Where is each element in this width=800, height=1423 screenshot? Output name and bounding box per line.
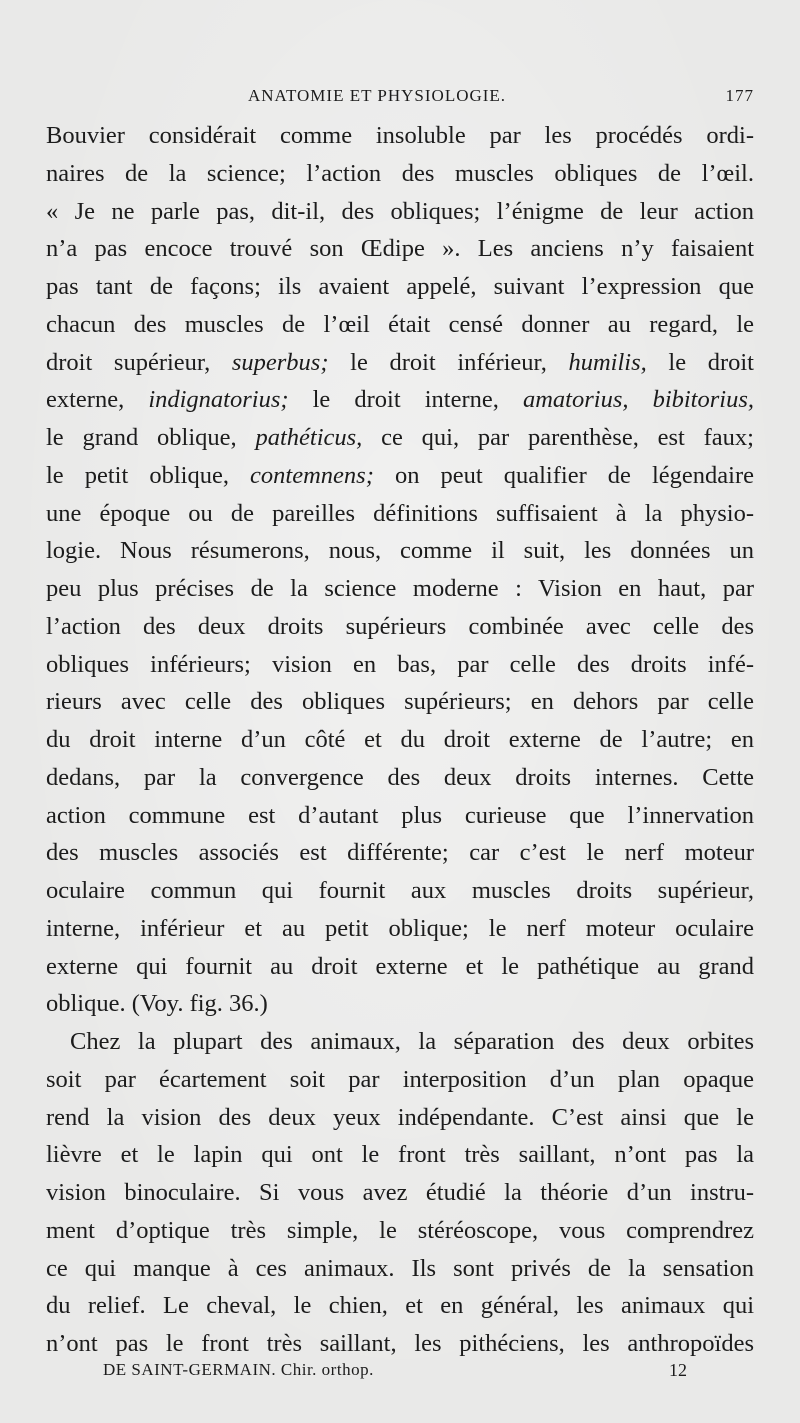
text-line bbox=[46, 1250, 754, 1288]
text-line bbox=[46, 1287, 754, 1325]
text-line bbox=[46, 721, 754, 759]
line-text: du droit interne d’un côté et du droit externe de l’autre; en bbox=[46, 726, 754, 753]
printer-signature: DE SAINT-GERMAIN. Chir. orthop. bbox=[103, 1360, 374, 1379]
text-line bbox=[46, 985, 754, 1023]
line-text: le petit oblique, bbox=[46, 461, 251, 489]
line-text: chacun des muscles de l’œil était censé donner au regard, le bbox=[46, 310, 754, 338]
line-text: des muscles associés est différente; car c’est le nerf moteur bbox=[46, 839, 754, 867]
line-text: une époque ou de pareilles définitions suffisaient à la physio- bbox=[46, 499, 754, 527]
line-text: interne, inférieur et au petit oblique; le nerf moteur oculaire bbox=[46, 914, 754, 942]
text-line bbox=[46, 759, 754, 797]
text-line bbox=[46, 419, 754, 457]
line-text: logie. Nous résumerons, nous, comme il suit, les données un bbox=[46, 537, 754, 565]
line-text: n’ont pas le front très saillant, les pithéciens, les anthropoïdes bbox=[46, 1330, 754, 1357]
text-line bbox=[46, 1136, 754, 1174]
text-line bbox=[46, 1099, 754, 1137]
text-line bbox=[46, 268, 754, 306]
line-text: obliques inférieurs; vision en bas, par celle des droits infé- bbox=[46, 650, 754, 678]
line-text: action commune est d’autant plus curieuse que l’innervation bbox=[46, 801, 754, 829]
line-text: vision binoculaire. Si vous avez étudié la théorie d’un instru- bbox=[46, 1179, 754, 1206]
text-line bbox=[46, 344, 754, 382]
text-line bbox=[46, 193, 754, 231]
text-line bbox=[46, 570, 754, 608]
text-line bbox=[46, 910, 754, 948]
text-line bbox=[46, 1061, 754, 1099]
line-text: l’action des deux droits supérieurs combinée avec celle des bbox=[46, 612, 754, 640]
line-text: « Je ne parle pas, dit-il, des obliques; l’énigme de leur action bbox=[46, 197, 754, 225]
line-text: lièvre et le lapin qui ont le front très saillant, n’ont pas la bbox=[46, 1141, 754, 1169]
italic-term: pathéticus, bbox=[255, 424, 363, 451]
text-line bbox=[46, 834, 754, 872]
text-line bbox=[46, 495, 754, 533]
text-line bbox=[46, 381, 754, 419]
line-text: ce qui, par parenthèse, est faux; bbox=[362, 424, 754, 451]
text-line bbox=[46, 1023, 754, 1061]
italic-term: amatorius, bibitorius, bbox=[522, 386, 754, 414]
body-text bbox=[46, 117, 754, 1363]
italic-term: superbus; bbox=[231, 348, 329, 376]
text-line bbox=[46, 457, 754, 495]
text-line bbox=[46, 1325, 754, 1363]
line-text: peu plus précises de la science moderne : Vision en haut, par bbox=[46, 575, 754, 602]
line-text: soit par écartement soit par interposition d’un plan opaque bbox=[46, 1065, 754, 1093]
line-text: le droit interne, bbox=[288, 386, 523, 414]
running-title: ANATOMIE ET PHYSIOLOGIE. bbox=[248, 86, 507, 105]
page-footer bbox=[103, 1360, 687, 1386]
line-text: le droit inférieur, bbox=[328, 348, 569, 376]
text-line bbox=[46, 948, 754, 986]
line-text: rieurs avec celle des obliques supérieurs; en dehors par celle bbox=[46, 688, 754, 716]
running-header bbox=[46, 86, 754, 112]
line-text: dedans, par la convergence des deux droits internes. Cette bbox=[46, 763, 754, 791]
text-line bbox=[46, 646, 754, 684]
text-line bbox=[46, 797, 754, 835]
text-line bbox=[46, 1212, 754, 1250]
line-text: externe qui fournit au droit externe et le pathétique au grand bbox=[46, 952, 754, 980]
line-text: oblique. (Voy. fig. 36.) bbox=[46, 990, 268, 1018]
line-text: ce qui manque à ces animaux. Ils sont privés de la sensation bbox=[46, 1254, 754, 1282]
text-line bbox=[46, 872, 754, 910]
line-text: du relief. Le cheval, le chien, et en général, les animaux qui bbox=[46, 1292, 754, 1320]
line-text: Chez la plupart des animaux, la séparation des deux orbites bbox=[70, 1028, 754, 1055]
text-line bbox=[46, 155, 754, 193]
italic-term: indignatorius; bbox=[148, 386, 289, 414]
line-text: rend la vision des deux yeux indépendante. C’est ainsi que le bbox=[46, 1103, 754, 1131]
line-text: oculaire commun qui fournit aux muscles droits supérieur, bbox=[46, 877, 754, 904]
text-line bbox=[46, 230, 754, 268]
page-number: 177 bbox=[725, 86, 754, 105]
line-text: droit supérieur, bbox=[46, 348, 232, 376]
line-text: Bouvier considérait comme insoluble par les procédés ordi- bbox=[46, 122, 754, 149]
line-text: n’a pas encoce trouvé son Œdipe ». Les anciens n’y faisaient bbox=[46, 235, 754, 263]
text-line bbox=[46, 683, 754, 721]
text-line bbox=[46, 532, 754, 570]
signature-number: 12 bbox=[669, 1360, 687, 1380]
line-text: naires de la science; l’action des muscles obliques de l’œil. bbox=[46, 159, 754, 187]
text-line bbox=[46, 306, 754, 344]
line-text: pas tant de façons; ils avaient appelé, suivant l’expression que bbox=[46, 273, 754, 300]
line-text: externe, bbox=[46, 386, 149, 414]
text-line bbox=[46, 608, 754, 646]
text-line bbox=[46, 1174, 754, 1212]
text-line bbox=[46, 117, 754, 155]
italic-term: contemnens; bbox=[250, 461, 374, 489]
line-text: le grand oblique, bbox=[46, 424, 256, 451]
line-text: le droit bbox=[646, 348, 754, 376]
italic-term: humilis, bbox=[568, 348, 647, 376]
line-text: ment d’optique très simple, le stéréoscope, vous comprendrez bbox=[46, 1216, 754, 1244]
line-text: on peut qualifier de légendaire bbox=[373, 461, 754, 489]
